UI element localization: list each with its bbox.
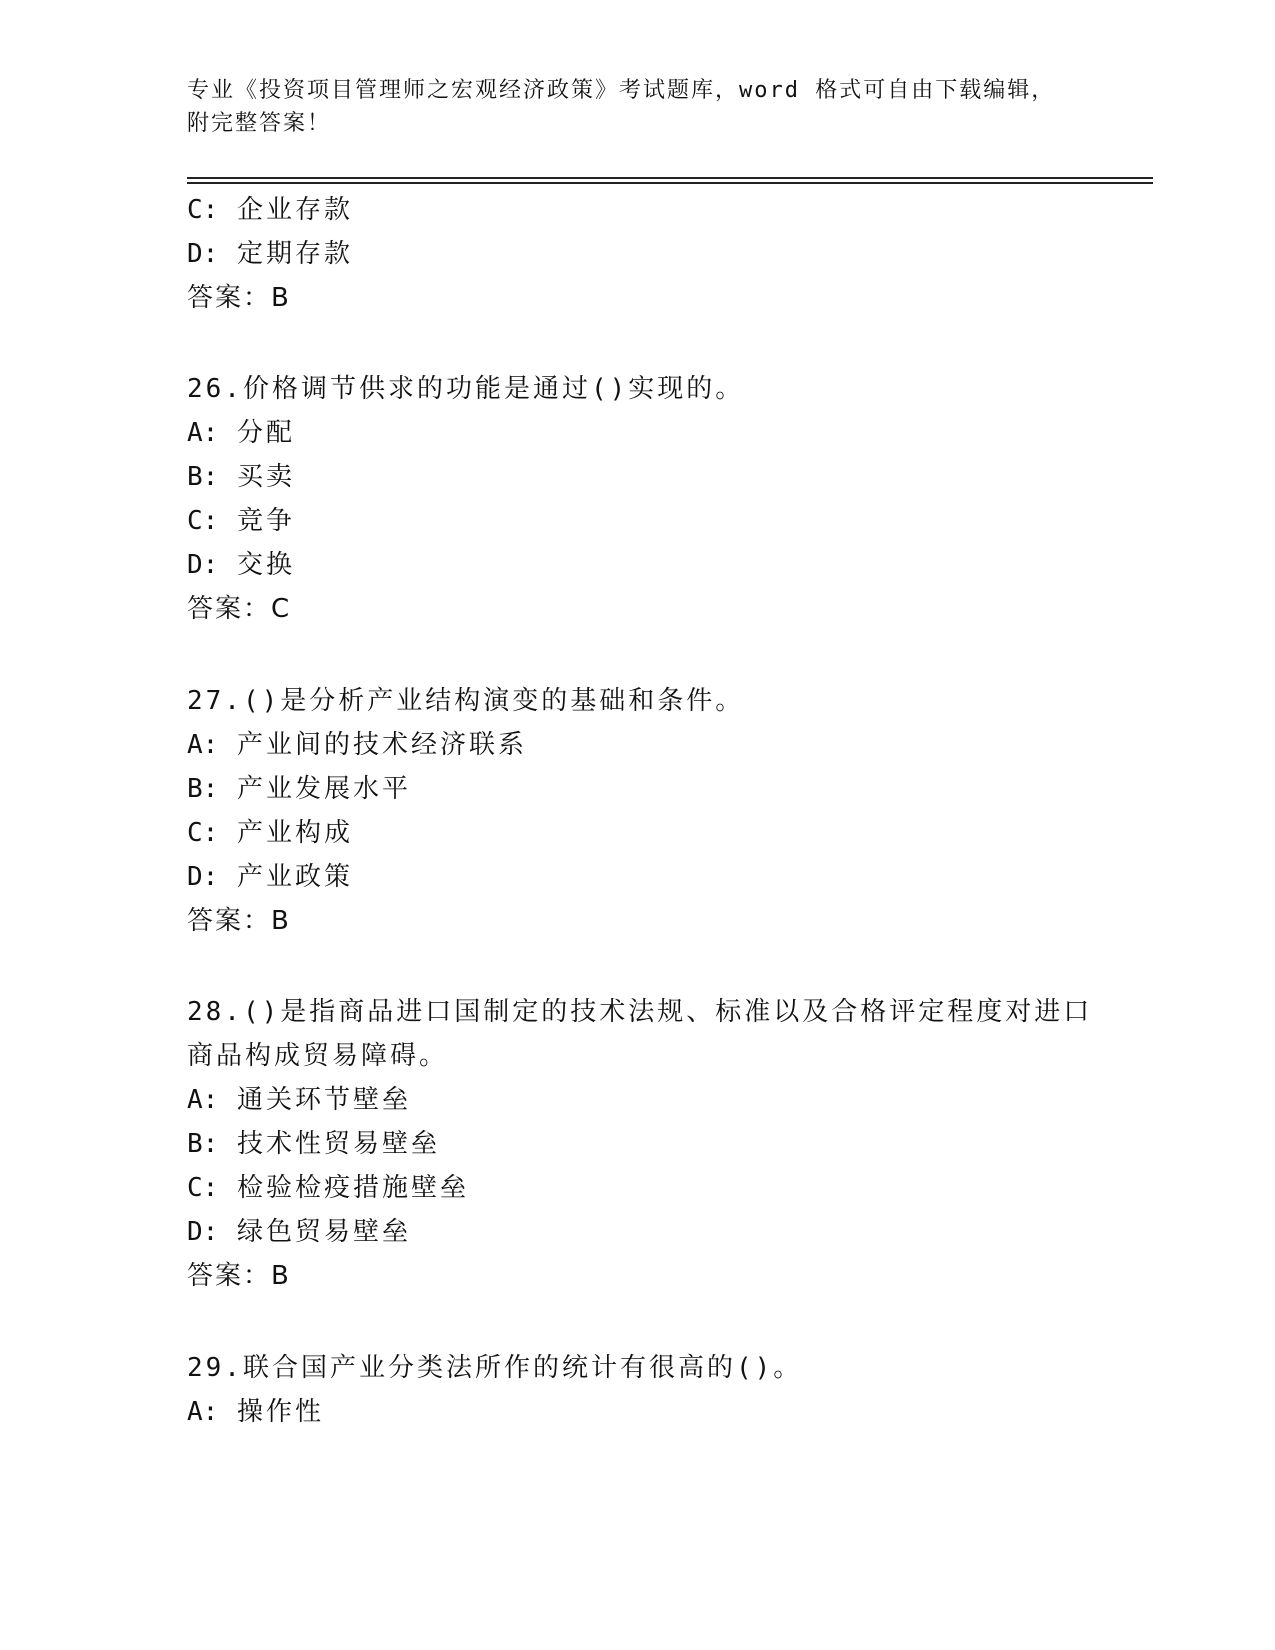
option-text: 绿色贸易壁垒: [236, 1217, 411, 1247]
question-29-stem: 29.联合国产业分类法所作的统计有很高的()。: [187, 1353, 803, 1383]
document-header: [187, 74, 1117, 140]
option-a: [187, 1396, 324, 1428]
option-label: C:: [187, 506, 219, 536]
option-a: [187, 729, 527, 761]
answer-line: 答案：B: [187, 283, 291, 313]
option-label: D:: [187, 862, 219, 892]
option-label: A:: [187, 418, 219, 448]
option-label: C:: [187, 818, 219, 848]
option-label: D:: [187, 550, 219, 580]
option-text: 买卖: [236, 462, 295, 492]
option-text: 产业构成: [236, 818, 353, 848]
option-text: 企业存款: [236, 195, 353, 225]
question-27-stem: 27.()是分析产业结构演变的基础和条件。: [187, 686, 745, 716]
option-label: B:: [187, 1129, 219, 1159]
option-label: A:: [187, 1397, 219, 1427]
option-b: [187, 461, 295, 493]
option-text: 检验检疫措施壁垒: [236, 1173, 469, 1203]
option-d: [187, 1216, 411, 1248]
option-text: 分配: [236, 418, 295, 448]
option-d: [187, 549, 295, 581]
header-line-2: 附完整答案！: [187, 111, 332, 136]
question-28-stem-line-1: 28.()是指商品进口国制定的技术法规、标准以及合格评定程度对进口: [187, 997, 1093, 1027]
answer-line: 答案：B: [187, 906, 291, 936]
option-c: [187, 817, 353, 849]
option-text: 产业间的技术经济联系: [236, 730, 527, 760]
option-text: 产业政策: [236, 862, 353, 892]
option-label: D:: [187, 1217, 219, 1247]
option-label: B:: [187, 462, 219, 492]
option-text: 操作性: [236, 1397, 324, 1427]
option-text: 技术性贸易壁垒: [236, 1129, 440, 1159]
option-a: [187, 417, 295, 449]
option-c: [187, 1172, 469, 1204]
option-a: [187, 1084, 411, 1116]
option-text: 定期存款: [236, 239, 353, 269]
option-text: 产业发展水平: [236, 774, 411, 804]
header-line-1: 专业《投资项目管理师之宏观经济政策》考试题库，word 格式可自由下载编辑，: [187, 78, 1056, 103]
option-text: 交换: [236, 550, 295, 580]
option-d: [187, 861, 353, 893]
option-label: A:: [187, 730, 219, 760]
option-c: [187, 194, 353, 226]
option-c: [187, 505, 295, 537]
header-divider-bottom: [187, 182, 1153, 184]
option-b: [187, 773, 411, 805]
option-label: A:: [187, 1085, 219, 1115]
option-label: B:: [187, 774, 219, 804]
option-text: 竞争: [236, 506, 295, 536]
option-d: [187, 238, 353, 270]
option-label: C:: [187, 1173, 219, 1203]
option-b: [187, 1128, 440, 1160]
question-26-stem: 26.价格调节供求的功能是通过()实现的。: [187, 374, 745, 404]
question-28-stem-line-2: 商品构成贸易障碍。: [187, 1041, 449, 1071]
answer-line: 答案：B: [187, 1261, 291, 1291]
option-text: 通关环节壁垒: [236, 1085, 411, 1115]
header-divider-top: [187, 177, 1153, 179]
option-label: D:: [187, 239, 219, 269]
option-label: C:: [187, 195, 219, 225]
answer-line: 答案：C: [187, 594, 292, 624]
